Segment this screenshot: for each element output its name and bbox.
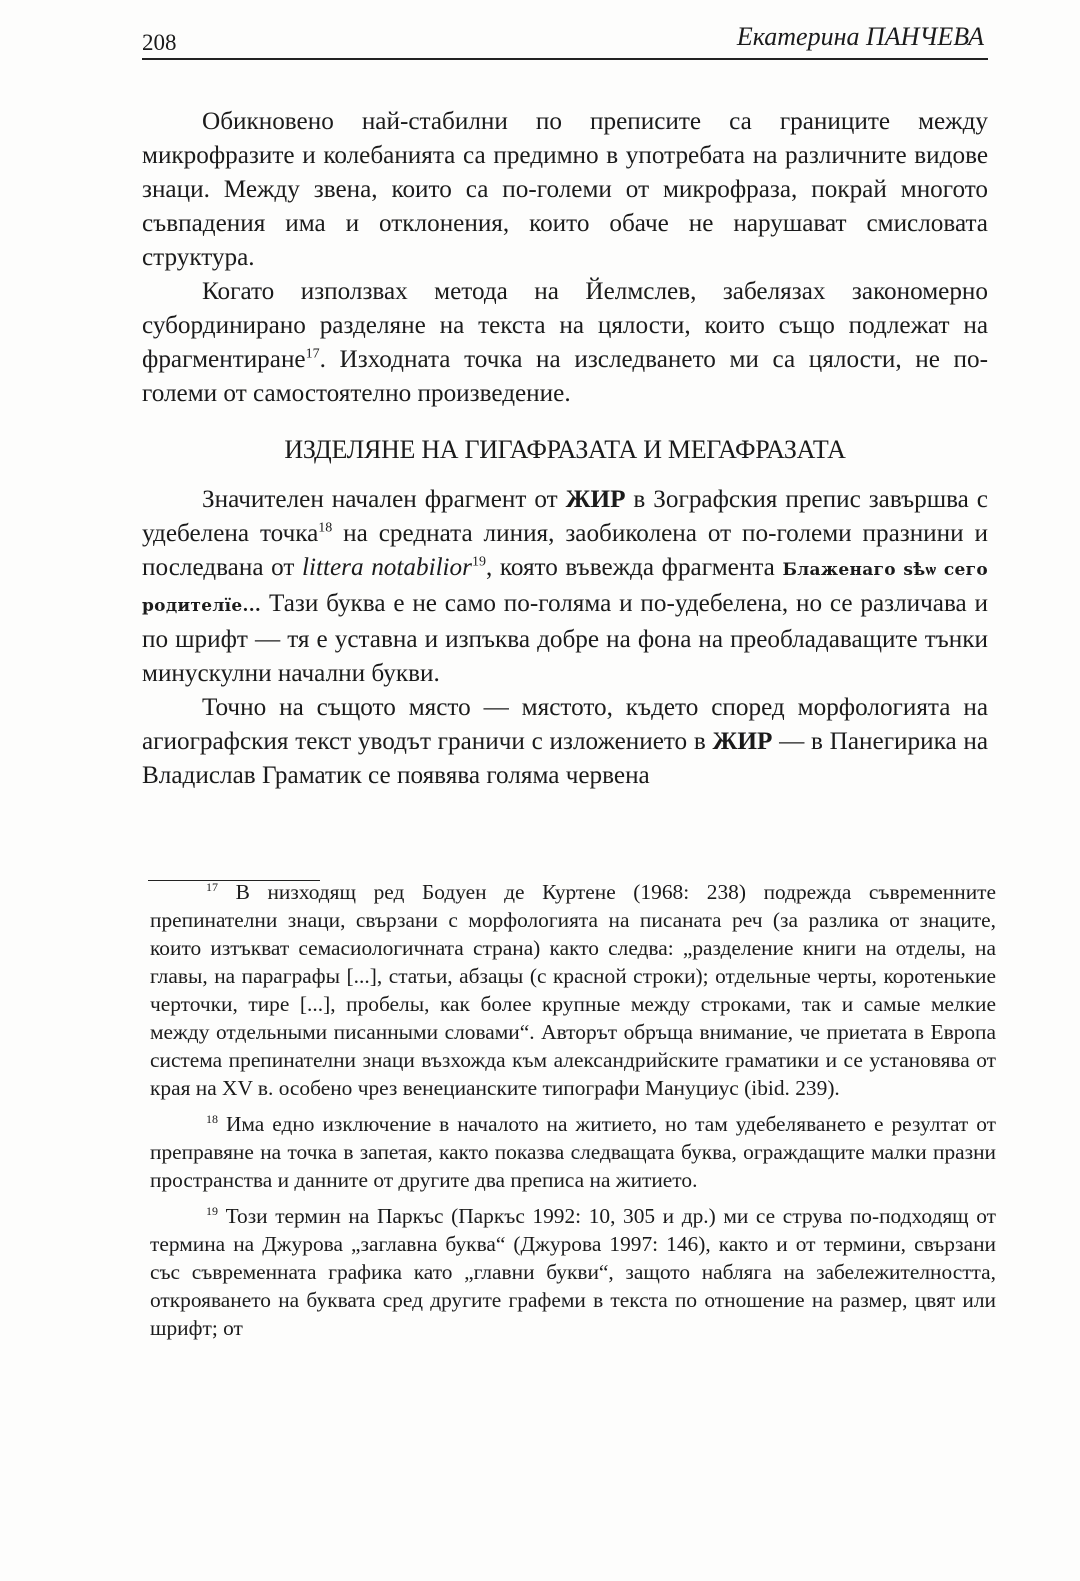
paragraph-3-text-a: Значителен начален фрагмент от: [202, 486, 566, 513]
footnote-19: [150, 1202, 996, 1342]
paragraph-3-text-c: на средната линия, заобиколена от по-големи празнини и последвана от: [142, 520, 988, 581]
abbreviation-zhir: ЖИР: [565, 486, 626, 513]
paragraph-4-text-a: Точно на същото място — мястото, където според морфологията на агиографския текст уводът граничи с изложението в: [142, 694, 988, 755]
footnotes: [150, 878, 996, 1350]
paragraph-2-text-a: Когато използвах метода на Йелмслев, забелязах закономерно субординирано разделяне на текста на цялости, които също подлежат на фрагментиране: [142, 278, 988, 373]
paragraph-2-text-b: . Изходната точка на изследването ми са цялости, не по-големи от самостоятелно произведение.: [142, 346, 988, 407]
footnote-number: 17: [206, 879, 218, 894]
footnote-ref-18[interactable]: 18: [318, 520, 333, 536]
page-number: 208: [142, 30, 177, 55]
paragraph-3-text-d: , която въвежда фрагмента: [485, 554, 783, 581]
footnote-18: [150, 1110, 996, 1194]
paragraph-1-text: Обикновено най-стабилни по преписите са границите между микрофразите и колебанията са предимно в употребата на различните видове знаци. Между звена, които са по-големи от микрофраза, покрай многото съвпадения има и отклонения, които обаче не нарушават смисловата структура.: [142, 108, 988, 271]
latin-term: littera notabilior: [302, 554, 472, 581]
abbreviation-zhir: ЖИР: [712, 728, 773, 755]
footnote-text: Има едно изключение в началото на житието, но там удебеляването е резултат от преправяне на точка в запетая, както показва следващата буква, ограждащите малки празни пространства и данните от другите два преписа на житието.: [150, 1112, 996, 1192]
footnote-number: 19: [206, 1203, 218, 1218]
footnote-text: В низходящ ред Бодуен де Куртене (1968: 238) подрежда съвременните препинателни знаци, свързани с морфологията на писаната реч (за разлика от знаците, които изтъкват семасиологичната страна) както следва: „разделение книги на отделы, на главы, на параграфы [...], статьи, абзацы (с красной строки); отдельные черты, коротенькие черточки, тире [...], пробелы, как более крупные между строками, так и самые мелкие между отдельными писанными словами“. Авторът обръща внимание, че приетата в Европа система препинателни знаци възхожда към александрийските граматики и се установява от края на XV в. особено чрез венецианските типографи Мануциус (ibid. 239).: [150, 880, 996, 1100]
running-author: Екатерина ПАНЧЕВА: [736, 22, 984, 51]
main-text: [142, 105, 988, 793]
running-head: [142, 18, 988, 60]
footnote-ref-17[interactable]: 17: [305, 346, 320, 362]
footnote-ref-19[interactable]: 19: [471, 554, 486, 570]
footnote-17: [150, 878, 996, 1102]
footnote-number: 18: [206, 1111, 218, 1126]
slavonic-quotation: Блаженаго ѕѣѡ сего родителїе...: [142, 560, 988, 616]
footnote-text: Този термин на Паркъс (Паркъс 1992: 10, 305 и др.) ми се струва по-подходящ от термина на Джурова „заглавна буква“ (Джурова 1997: 146), както и от термини, свързани със съвременната графика като „главни букви“, защото набляга на забележителността, открояването на буквата сред другите графеми в текста по отношение на размер, цвят или шрифт; от: [150, 1204, 996, 1340]
paragraph-1: [142, 105, 988, 275]
paragraph-4: [142, 691, 988, 793]
paragraph-3-text-b: в Зографския препис завършва с удебелена точка: [142, 486, 988, 547]
section-heading: ИЗДЕЛЯНЕ НА ГИГАФРАЗАТА И МЕГАФРАЗАТА: [284, 435, 846, 464]
paragraph-3: [142, 483, 988, 691]
paragraph-2: [142, 275, 988, 411]
paragraph-3-text-e: Тази буква е не само по-голяма и по-удебелена, но се различава и по шрифт — тя е уставна и изпъква добре на фона на преобладаващите тънки минускулни начални букви.: [142, 590, 988, 687]
paragraph-4-text-b: — в Панегирика на Владислав Граматик се появява голяма червена: [142, 728, 989, 789]
